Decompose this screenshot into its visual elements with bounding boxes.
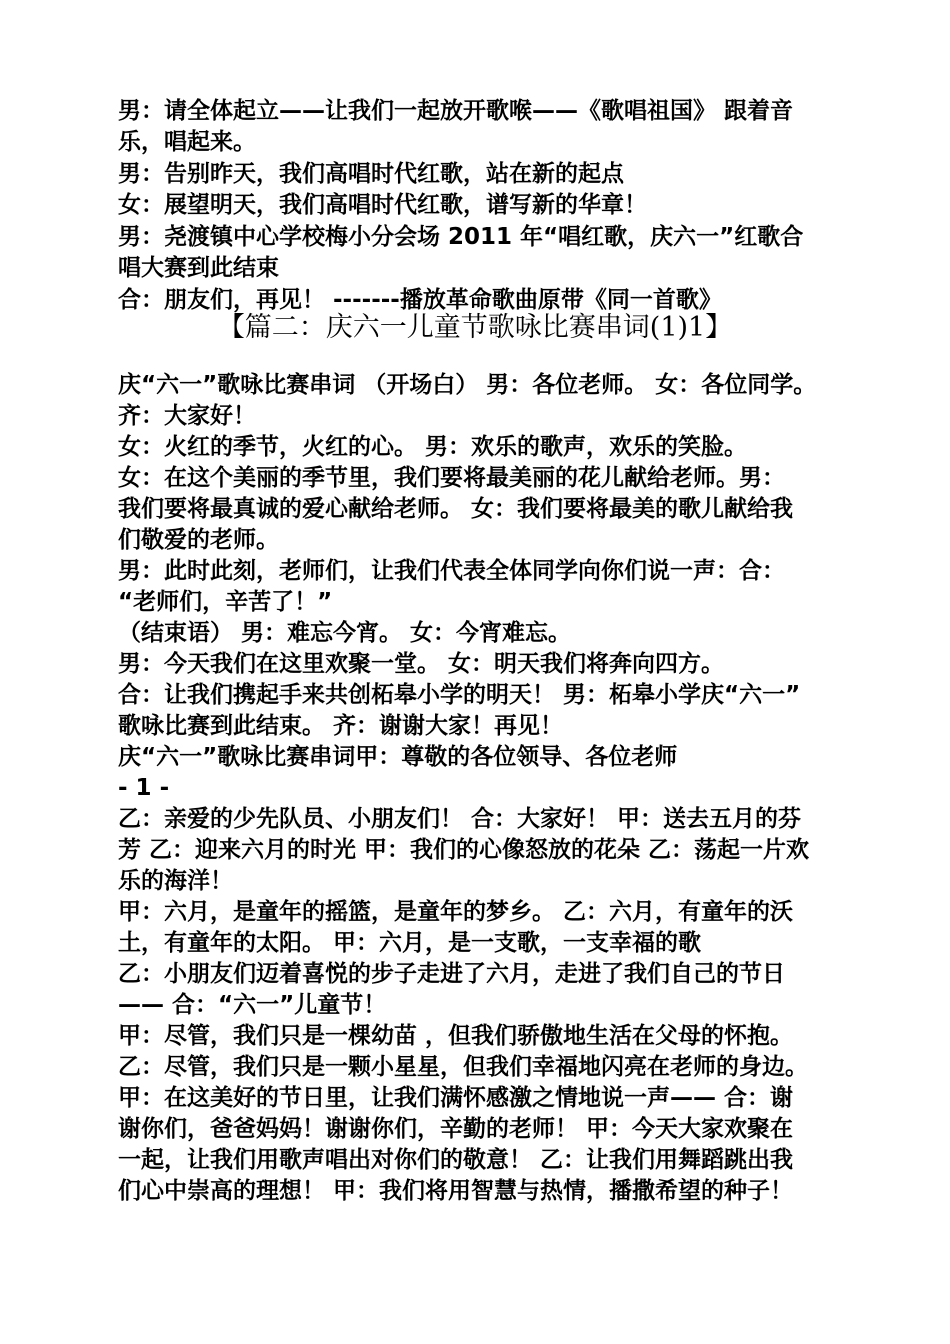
text-line: 男：今天我们在这里欢聚一堂。 女：明天我们将奔向四方。 (118, 651, 725, 677)
text-line: 男：请全体起立——让我们一起放开歌喉——《歌唱祖国》 跟着音 (118, 98, 794, 124)
text-line: 一起，让我们用歌声唱出对你们的敬意！ 乙：让我们用舞蹈跳出我 (118, 1147, 794, 1173)
page-number: - 1 - (118, 775, 170, 801)
text-line: 女：展望明天，我们高唱时代红歌，谱写新的华章！ (118, 192, 647, 218)
text-line: 庆“六一”歌咏比赛串词甲：尊敬的各位领导、各位老师 (118, 744, 678, 770)
text-line: 甲：尽管，我们只是一棵幼苗 ，但我们骄傲地生活在父母的怀抱。 (118, 1023, 794, 1049)
text-line: 庆“六一”歌咏比赛串词 （开场白） 男：各位老师。 女：各位同学。 (118, 372, 817, 398)
section-heading: 【篇二：庆六一儿童节歌咏比赛串词(1)1】 (217, 312, 733, 343)
text-line: 男：尧渡镇中心学校梅小分会场 2011 年“唱红歌，庆六一”红歌合 (118, 224, 804, 250)
text-line: 唱大赛到此结束 (118, 255, 279, 281)
text-line: 芳 乙：迎来六月的时光 甲：我们的心像怒放的花朵 乙：荡起一片欢 (118, 837, 810, 863)
text-line: 齐：大家好！ (118, 403, 256, 429)
text-line: 们心中崇高的理想！ 甲：我们将用智慧与热情，播撒希望的种子！ (118, 1178, 794, 1204)
text-line: 女：火红的季节，火红的心。 男：欢乐的歌声，欢乐的笑脸。 (118, 434, 748, 460)
text-line: 女：在这个美丽的季节里，我们要将最美丽的花儿献给老师。男： (118, 465, 785, 491)
text-line: 我们要将最真诚的爱心献给老师。 女：我们要将最美的歌儿献给我 (118, 496, 794, 522)
text-line: 乐的海洋！ (118, 868, 233, 894)
text-line: 甲：在这美好的节日里，让我们满怀感激之情地说一声—— 合：谢 (118, 1085, 794, 1111)
text-line: 合：让我们携起手来共创柘皋小学的明天！ 男：柘皋小学庆“六一” (118, 682, 801, 708)
text-line: 乙：尽管，我们只是一颗小星星，但我们幸福地闪亮在老师的身边。 (118, 1054, 808, 1080)
text-line: 乙：亲爱的少先队员、小朋友们！ 合：大家好！ 甲：送去五月的芬 (118, 806, 802, 832)
text-line: 乐，唱起来。 (118, 129, 256, 155)
text-line: —— 合：“六一”儿童节！ (118, 992, 387, 1018)
text-line: 男：此时此刻，老师们，让我们代表全体同学向你们说一声：合： (118, 558, 785, 584)
text-line: 们敬爱的老师。 (118, 527, 279, 553)
text-line: 土，有童年的太阳。 甲：六月，是一支歌，一支幸福的歌 (118, 930, 702, 956)
text-line: 歌咏比赛到此结束。 齐：谢谢大家！再见！ (118, 713, 564, 739)
text-line: “老师们，辛苦了！” (118, 589, 333, 615)
text-line: 甲：六月，是童年的摇篮，是童年的梦乡。 乙：六月，有童年的沃 (118, 899, 794, 925)
text-line: 谢你们，爸爸妈妈！谢谢你们，辛勤的老师！ 甲：今天大家欢聚在 (118, 1116, 794, 1142)
text-line: （结束语） 男：难忘今宵。 女：今宵难忘。 (118, 620, 572, 646)
text-line: 合：朋友们，再见！ -------播放革命歌曲原带《同一首歌》 (118, 287, 722, 313)
text-line: 乙：小朋友们迈着喜悦的步子走进了六月，走进了我们自己的节日 (118, 961, 785, 987)
text-line: 男：告别昨天，我们高唱时代红歌，站在新的起点 (118, 161, 624, 187)
